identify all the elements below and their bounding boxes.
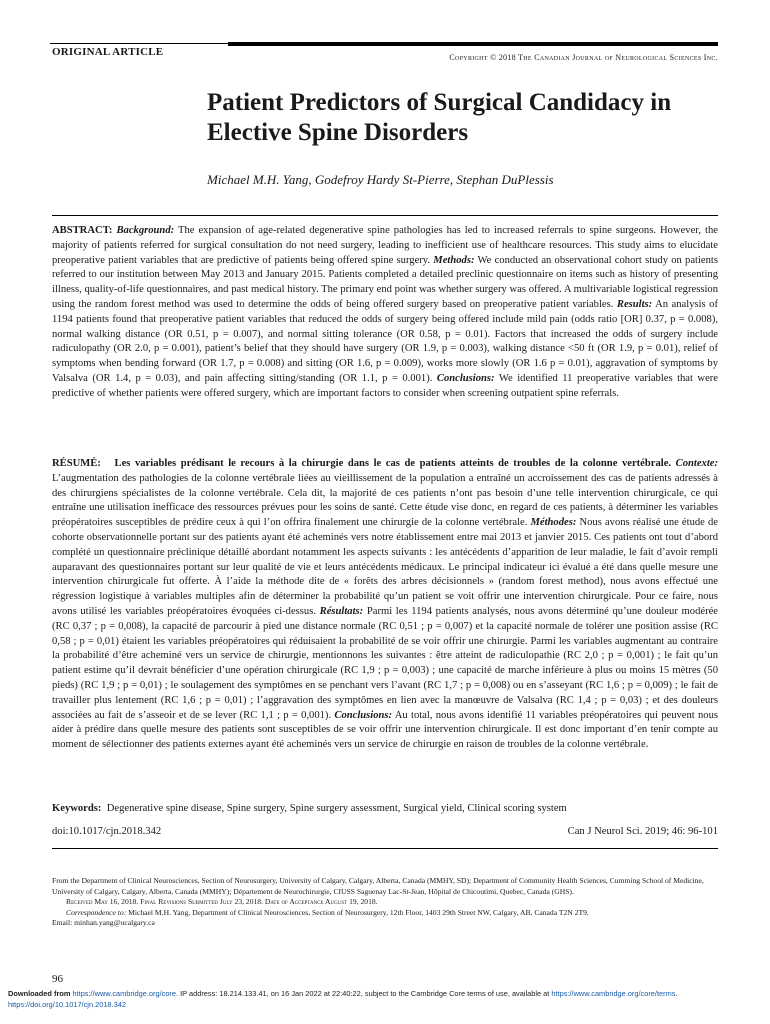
resume-conclusions-label: Conclusions: — [334, 709, 393, 721]
doi: doi:10.1017/cjn.2018.342 — [52, 826, 162, 837]
cambridge-core-link[interactable]: https://www.cambridge.org/core — [72, 989, 176, 998]
keywords — [52, 803, 718, 814]
abstract-results-label: Results: — [616, 298, 653, 310]
abstract-methods: We conducted an observational cohort study on patients referred to our institution between May 2013 and January 2015. Patients completed a detailed preclinic questionnaire on items such as history of presenting illness, quality-of-life questionnaires, and past medical history. The primary end point was whether surgery was offered. A multivariable logistical regression using the random forest method was used to determine the odds of being offered surgery based on preoperative patient variables. — [52, 254, 718, 310]
resume-title: Les variables prédisant le recours à la chirurgie dans le cas de patients atteints de troubles de la colonne vertébrale. — [114, 458, 672, 469]
journal-reference: Can J Neurol Sci. 2019; 46: 96-101 — [567, 826, 718, 837]
download-middle-text: . IP address: 18.214.133.41, on 16 Jan 2022 at 22:40:22, subject to the Cambridge Core terms of use, available at — [176, 989, 550, 998]
download-prefix: Downloaded from — [8, 989, 71, 998]
abstract-results: An analysis of 1194 patients found that preoperative patient variables that reduced the odds of surgery being offered include mild pain (odds ratio [OR] 0.37, p = 0.008), normal walking distance (OR 0.51, p = 0.007), and normal sitting tolerance (OR 0.58, p = 0.01). Factors that increased the odds of surgery include radiculopathy (OR 2.0, p = 0.001), patient’s belief that they should have surgery (OR 1.9, p = 0.003), walking distance <50 ft (OR 1.9, p = 0.01), relief of symptoms when bending forward (OR 1.7, p = 0.008) and sitting (OR 1.6, p = 0.009), works more slowly (OR 1.6 p = 0.01), aggravation of symptoms by Valsalva (OR 1.4, p = 0.03), and pain affecting sitting/standing (OR 1.1, p = 0.001). — [52, 298, 718, 384]
resume-methodes: Nous avons réalisé une étude de cohorte observationnelle portant sur des patients ayant été acheminés vers notre établissement entre mai 2013 et janvier 2015. Ces patients ont tout d’abord complété un questionnaire préclinique détaillé abordant notamment les aspects suivants : les antécédents d’apparition de leur maladie, le fait d’avoir rempli auparavant des questionnaires portant sur leur qualité de vie et leurs antécédents médicaux. Le principal indicateur ici évalué a été dans quelle mesure une intervention chirurgicale fut offerte. À l’aide la méthode dite de « forêts des arbres décisionnels » (random forest method), nous avons effectué une régression logistique à variables multiples afin de déterminer la probabilité qu’un patient se voit offrir une intervention chirurgicale. Pour ce faire, nous avons utilisé les variables préopératoires évoquées ci-dessus. — [52, 517, 718, 617]
keywords-text: Degenerative spine disease, Spine surgery, Spine surgery assessment, Surgical yield, Clinical scoring system — [106, 803, 567, 814]
affiliations-from: From the Department of Clinical Neurosciences, Section of Neurosurgery, University of Calgary, Calgary, Alberta, Canada (MMHY, SD); Department of Community Health Sciences, Cumming School of Medicine, University of Calgary, Calgary, Alberta, Canada (MMHY); Département de Neurochirurgie, CIUSS Saguenay Lac-St-Jean, Hôpital de Chicoutimi, Quebec, Canada (GHS). — [52, 876, 704, 896]
page-number: 96 — [52, 973, 63, 985]
abstract-conclusions-label: Conclusions: — [436, 372, 495, 384]
correspondence-address: Michael M.H. Yang, Department of Clinical Neurosciences, Section of Neurosurgery, 12th Floor, 1403 29th Street NW, Calgary, AB, Canada T2N 2T9. — [128, 907, 589, 917]
copyright-notice: Copyright © 2018 The Canadian Journal of Neurological Sciences Inc. — [449, 53, 718, 62]
abstract-background-label: Background: — [116, 225, 175, 236]
article-authors: Michael M.H. Yang, Godefroy Hardy St-Pierre, Stephan DuPlessis — [207, 172, 554, 187]
article-dates: Received May 16, 2018. Final Revisions Submitted July 23, 2018. Date of Acceptance August 19, 2018. — [66, 897, 378, 906]
abstract — [52, 224, 718, 402]
abstract-top-rule — [52, 215, 718, 216]
abstract-label: ABSTRACT: — [52, 225, 113, 236]
resume-resultats: Parmi les 1194 patients analysés, nous avons déterminé qu’une douleur modérée (RC 0,37 ; p = 0,008), la capacité de parcourir à pied une distance normale (RC 0,51 ; p = 0,007) et la capacité normale de tolérer une position assise (RC 0,58 ; p = 0,01) étaient les variables préopératoires qui réduisaient la probabilité de se voir offrir une chirurgie. Parmi les variables augmentant au contraire la probabilité d’être acheminé vers un service de chirurgie, mentionnons les suivantes : être atteint de radiculopathie (RC 2,0 ; p = 0,001) ; le fait qu’un patient estime qu’il devrait bénéficier d’une opération chirurgicale (RC 1,9 ; p = 0,003) ; une capacité de marche inférieure à plus ou moins 15 mètres (50 pieds) (RC 1,9 ; p = 0,01) ; le soulagement des symptômes en se penchant vers l’avant (RC 1,7 ; p = 0,008) ou en s’asseyant (RC 1,6 ; p = 0,009) ; le fait de travailler plus lentement (RC 1,6 ; p = 0,01) ; l’aggravation des symptômes en lien avec la manœuvre de Valsalva (RC 1,4 ; p = 0,03) ; et des douleurs associées au fait de s’asseoir et de se lever (RC 1,1 ; p = 0,001). — [52, 605, 719, 721]
download-notice: Downloaded from https://www.cambridge.org/core. IP address: 18.214.133.41, on 16 Jan 2022 at 22:40:22, subject to the Cambridge Core terms of use, available at https://www.cambridge.org/core/terms. https://doi.org/10.1017/cjn.2018.342 — [8, 989, 678, 1009]
resume-conclusions: Au total, nous avons identifié 11 variables préopératoires qui peuvent nous aider à prédire dans quelle mesure des patients sont susceptibles de se voir offrir une intervention chirurgicale. Il est donc important d’en tenir compte au moment de sélectionner des patients externes ayant été acheminés vers un service de chirurgie en raison de troubles de la colonne vertébrale. — [52, 709, 719, 751]
resume-contexte-label: Contexte: — [675, 458, 718, 469]
section-label: ORIGINAL ARTICLE — [52, 46, 164, 58]
resume-resultats-label: Résultats: — [319, 605, 364, 617]
header-rule-thick — [228, 42, 718, 46]
correspondence-label: Correspondence to: — [66, 907, 127, 917]
terms-link[interactable]: https://www.cambridge.org/core/terms — [551, 989, 676, 998]
resume-label: RÉSUMÉ: — [52, 458, 101, 469]
correspondence — [52, 908, 718, 919]
resume-contexte: L’augmentation des pathologies de la colonne vertébrale liées au vieillissement de la population a entraîné un accroissement des cas de patients adressés à des chirurgiens spécialistes de la colonne vertébrale. Cela dit, la majorité de ces patients n’ont pas besoin d’une telle intervention chirurgicale, ce qui entraîne une utilisation inefficace des ressources prévues pour les soins de santé. Cette étude vise donc, en regard de ces patients, à déterminer les variables préopératoires susceptibles de prédire ceux à qui l’on offrira finalement une chirurgie de la colonne vertébrale. — [52, 472, 718, 529]
doi-link[interactable]: https://doi.org/10.1017/cjn.2018.342 — [8, 1000, 126, 1009]
resume — [52, 457, 718, 753]
keywords-bottom-rule — [52, 848, 718, 849]
affiliations — [52, 876, 718, 929]
correspondence-email: Email: minhan.yang@ucalgary.ca — [52, 918, 155, 927]
resume-methodes-label: Méthodes: — [530, 517, 577, 529]
abstract-methods-label: Methods: — [433, 254, 475, 266]
keywords-label: Keywords: — [52, 803, 102, 814]
abstract-conclusions: We identified 11 preoperative variables that were predictive of whether patients were offered surgery, which are important factors to consider when screening outpatient spine referrals. — [52, 372, 719, 399]
abstract-background: The expansion of age-related degenerative spine pathologies has led to increased referrals to spine surgeons. However, the majority of patients referred for surgical consultation do not need surgery, leading to inefficient use of healthcare resources. This study aims to elucidate preoperative patient variables that are predictive of patients being offered spine surgery. — [52, 225, 718, 266]
article-title: Patient Predictors of Surgical Candidacy in Elective Spine Disorders — [207, 89, 672, 146]
